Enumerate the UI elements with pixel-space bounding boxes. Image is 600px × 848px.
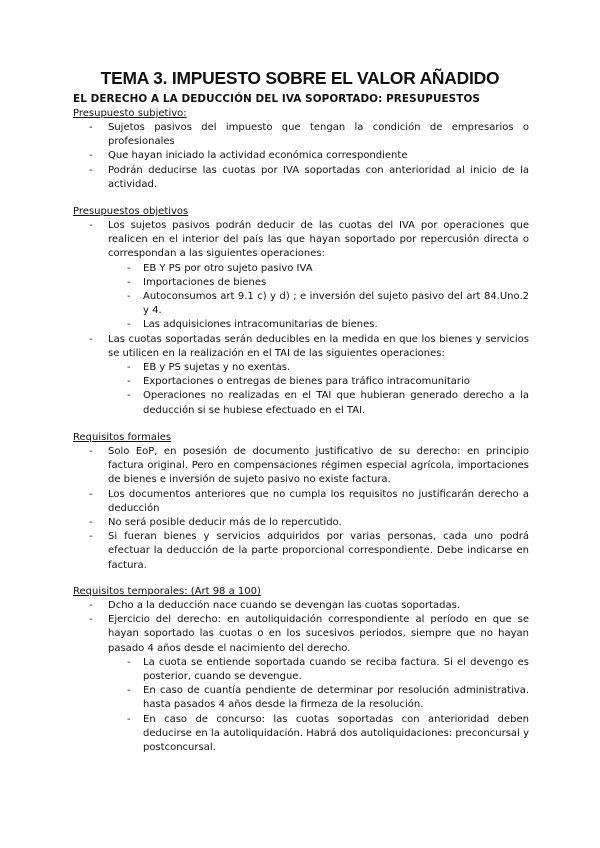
list-item: [73, 219, 529, 333]
bullet-list: [73, 219, 533, 418]
section-subjetivo: [73, 107, 533, 192]
list-item: [73, 333, 529, 418]
section-heading: Presupuestos objetivos: [73, 206, 189, 217]
section-heading: Requisitos temporales: (Art 98 a 100): [73, 586, 261, 597]
sub-list-item: - Importaciones de bienes: [73, 276, 529, 290]
list-item-text: Los sujetos pasivos podrán deducir de las cuotas del IVA por operaciones que realicen en el interior del país las que hayan soportado por repercusión directa o correspondan a las siguientes operaciones:: [108, 220, 529, 260]
section-formales: [73, 431, 533, 573]
sub-list: [108, 361, 529, 418]
sub-list-item: - La cuota se entiende soportada cuando se reciba factura. Si el devengo es posterior, cuando se devengue.: [73, 656, 529, 684]
list-item-text: Ejercicio del derecho: en autoliquidación correspondiente al período en que se hayan soportado las cuotas o en los sucesivos periodos, siempre que no hayan pasado 4 años desde el nacimiento del derecho.: [108, 614, 529, 654]
bullet-list: [73, 121, 533, 192]
page-title: TEMA 3. IMPUESTO SOBRE EL VALOR AÑADIDO: [100, 68, 500, 88]
sub-list: [108, 656, 529, 755]
section-subtitle: EL DERECHO A LA DEDUCCIÓN DEL IVA SOPORTADO: PRESUPUESTOS: [73, 93, 480, 105]
sub-list-item: - EB y PS sujetas y no exentas.: [73, 361, 529, 375]
section-temporales: [73, 585, 533, 755]
list-item: - Sujetos pasivos del impuesto que tengan la condición de empresarios o profesionales: [73, 121, 529, 149]
list-item: - Podrán deducirse las cuotas por IVA soportadas con anterioridad al inicio de la actividad.: [73, 164, 529, 192]
list-item: - Solo EoP, en posesión de documento justificativo de su derecho: en principio factura original. Pero en compensaciones régimen especial agrícola, importaciones de bienes e inversión de sujeto pasivo no existe factura.: [73, 445, 529, 488]
sub-list: [108, 262, 529, 333]
list-item-text: Las cuotas soportadas serán deducibles en la medida en que los bienes y servicios se utilicen en la realización en el TAI de las siguientes operaciones:: [108, 333, 529, 359]
sub-list-item: - En caso de cuantía pendiente de determinar por resolución administrativa. hasta pasados 4 años desde la firmeza de la resolución.: [73, 684, 529, 712]
list-item: [73, 613, 529, 755]
sub-list-item: - En caso de concurso: las cuotas soportadas con anterioridad deben deducirse en la autoliquidación. Habrá dos autoliquidaciones: preconcursal y postconcursal.: [73, 713, 529, 756]
sub-list-item: - EB Y PS por otro sujeto pasivo IVA: [73, 262, 529, 276]
sub-list-item: - Operaciones no realizadas en el TAI que hubieran generado derecho a la deducción si se hubiese efectuado en el TAI.: [73, 389, 529, 417]
section-heading: Presupuesto subjetivo:: [73, 108, 187, 119]
list-item: - Si fueran bienes y servicios adquiridos por varias personas, cada uno podrá efectuar la deducción de la parte proporcional correspondiente. Debe indicarse en factura.: [73, 530, 529, 573]
list-item: - Que hayan iniciado la actividad económica correspondiente: [73, 149, 529, 163]
sub-list-item: - Las adquisiciones intracomunitarias de bienes.: [73, 318, 529, 332]
list-item: - Dcho a la deducción nace cuando se devengan las cuotas soportadas.: [73, 599, 529, 613]
list-item: - No será posible deducir más de lo repercutido.: [73, 516, 529, 530]
section-heading: Requisitos formales: [73, 432, 172, 443]
sub-list-item: - Autoconsumos art 9.1 c) y d) ; e inversión del sujeto pasivo del art 84.Uno.2 y 4.: [73, 290, 529, 318]
list-item: - Los documentos anteriores que no cumpla los requisitos no justificarán derecho a deducción: [73, 488, 529, 516]
bullet-list: [73, 599, 533, 755]
section-objetivos: [73, 205, 533, 418]
sub-list-item: - Exportaciones o entregas de bienes para tráfico intracomunitario: [73, 375, 529, 389]
bullet-list: [73, 445, 533, 573]
